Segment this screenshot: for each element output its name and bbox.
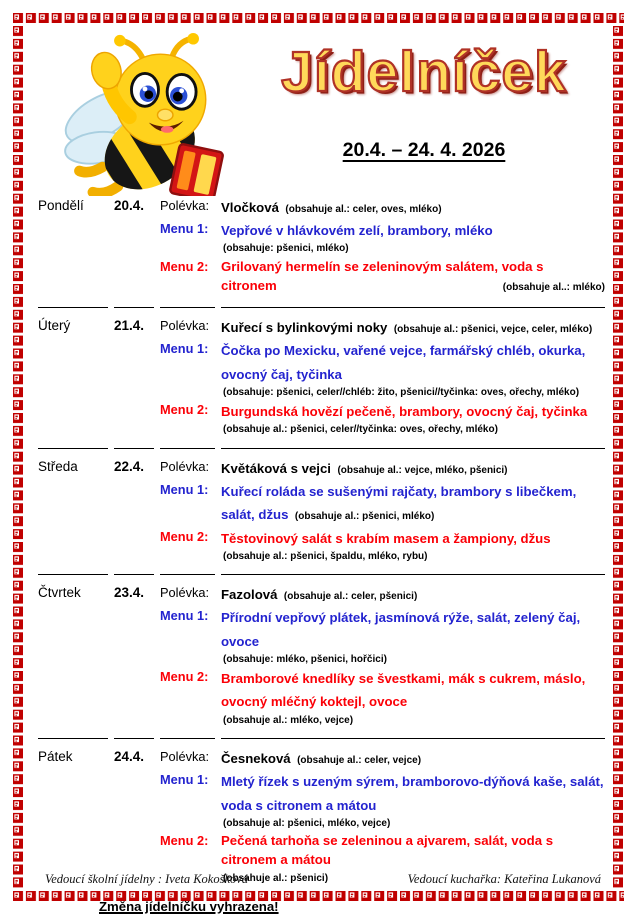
soup-allergens: (obsahuje al.: vejce, mléko, pšenici) <box>337 464 508 476</box>
soup-item <box>160 457 605 480</box>
soup-dish: Fazolová <box>221 587 278 603</box>
menu2-item <box>160 667 605 728</box>
day-date: 23.4. <box>114 585 145 601</box>
soup-label: Polévka: <box>160 198 210 213</box>
menu2-item <box>160 527 605 565</box>
menu1-label: Menu 1: <box>160 341 209 357</box>
soup-dish: Kuřecí s bylinkovými noky <box>221 320 388 336</box>
menu2-label: Menu 2: <box>160 528 209 544</box>
menu1-item <box>160 219 605 257</box>
menu1-dish: Mletý řízek s uzeným sýrem, bramborovo-dýňová kaše, salát, voda s citronem a mátou <box>221 774 604 813</box>
menu2-allergens: (obsahuje al.: mléko, vejce) <box>223 714 354 726</box>
menu1-allergens: (obsahuje: mléko, pšenici, hořčici) <box>223 653 387 665</box>
menu2-allergens: (obsahuje al..: mléko) <box>502 281 605 293</box>
day-row-tuesday <box>38 307 605 448</box>
menu1-dish: Vepřové v hlávkovém zelí, brambory, mléko <box>221 223 493 239</box>
soup-label: Polévka: <box>160 749 210 765</box>
soup-item <box>160 583 605 606</box>
day-date: 24.4. <box>114 749 145 765</box>
menu1-allergens: (obsahuje al: pšenici, mléko, vejce) <box>223 817 391 829</box>
menu1-label: Menu 1: <box>160 482 209 498</box>
menu2-item <box>160 257 605 297</box>
soup-allergens: (obsahuje al.: celer, oves, mléko) <box>285 204 442 215</box>
bee-mascot-icon <box>50 32 238 196</box>
menu1-dish: Čočka po Mexicku, vařené vejce, farmářský chléb, okurka, ovocný čaj, tyčinka <box>221 343 586 382</box>
weekly-menu-table <box>38 187 605 914</box>
menu2-label: Menu 2: <box>160 833 209 849</box>
day-row-monday <box>38 187 605 307</box>
menu2-dish: Grilovaný hermelín se zeleninovým salátem, voda s citronem <box>221 258 544 294</box>
menu2-allergens: (obsahuje al.: pšenici, celer//tyčinka: oves, ořechy, mléko) <box>223 424 498 436</box>
menu2-dish: Těstovinový salát s krabím masem a žampiony, džus <box>221 530 551 546</box>
menu1-label: Menu 1: <box>160 772 209 788</box>
menu2-dish: Pečená tarhoňa se zeleninou a ajvarem, salát, voda s citronem a mátou <box>221 833 554 868</box>
soup-label: Polévka: <box>160 318 210 334</box>
soup-allergens: (obsahuje al.: celer, pšenici) <box>283 591 418 603</box>
day-row-thursday <box>38 574 605 738</box>
soup-dish: Vločková <box>221 200 279 215</box>
menu2-label: Menu 2: <box>160 258 209 274</box>
day-name: Čtvrtek <box>38 585 81 601</box>
week-date-range: 20.4. – 24. 4. 2026 <box>342 139 506 161</box>
soup-allergens: (obsahuje al.: pšenici, vejce, celer, mléko) <box>393 324 593 336</box>
menu1-item <box>160 480 605 526</box>
menu1-item <box>160 770 605 831</box>
border-tiles-top <box>13 13 624 24</box>
soup-item <box>160 747 605 770</box>
menu2-dish: Burgundská hovězí pečeně, brambory, ovocný čaj, tyčinka <box>221 404 588 420</box>
day-date: 21.4. <box>114 318 145 334</box>
soup-label: Polévka: <box>160 458 210 474</box>
soup-label: Polévka: <box>160 585 210 601</box>
day-name: Úterý <box>38 318 71 334</box>
day-date: 20.4. <box>114 198 145 213</box>
menu1-label: Menu 1: <box>160 221 209 237</box>
soup-item <box>160 316 605 339</box>
menu2-label: Menu 2: <box>160 402 209 418</box>
menu1-allergens: (obsahuje: pšenici, mléko) <box>223 243 349 255</box>
soup-allergens: (obsahuje al.: celer, vejce) <box>297 755 422 767</box>
border-tiles-left <box>13 26 24 888</box>
menu1-label: Menu 1: <box>160 608 209 624</box>
footer-head-cook: Vedoucí kuchařka: Kateřina Lukanová <box>407 872 601 886</box>
menu2-dish: Bramborové knedlíky se švestkami, mák s cukrem, máslo, ovocný mléčný koktejl, ovoce <box>221 671 586 710</box>
menu1-allergens: (obsahuje: pšenici, celer//chléb: žito, pšenici//tyčinka: oves, ořechy, mléko) <box>223 386 580 398</box>
border-tiles-right <box>613 26 624 888</box>
menu1-dish: Kuřecí roláda se sušenými rajčaty, brambory s libečkem, salát, džus <box>221 484 577 523</box>
menu1-allergens: (obsahuje al.: pšenici, mléko) <box>294 511 435 523</box>
day-date: 22.4. <box>114 458 145 474</box>
soup-dish: Česneková <box>221 751 291 767</box>
menu2-allergens: (obsahuje al.: pšenici, špaldu, mléko, rybu) <box>223 550 428 562</box>
page-title: Jídelníček <box>281 40 567 104</box>
day-name: Pondělí <box>38 198 84 213</box>
day-row-wednesday <box>38 448 605 574</box>
menu2-item <box>160 400 605 438</box>
menu2-label: Menu 2: <box>160 669 209 685</box>
menu-change-notice: Změna jídelníčku vyhrazena! <box>99 899 279 915</box>
footer-canteen-manager: Vedoucí školní jídelny : Iveta Kokošková <box>45 872 249 886</box>
footer <box>45 872 601 887</box>
soup-dish: Květáková s vejci <box>221 460 331 476</box>
menu1-dish: Přírodní vepřový plátek, jasmínová rýže, salát, zelený čaj, ovoce <box>221 610 581 649</box>
menu2-allergens: (obsahuje al.: pšenici) <box>223 872 329 884</box>
menu1-item <box>160 339 605 400</box>
day-name: Pátek <box>38 749 73 765</box>
menu1-item <box>160 606 605 667</box>
day-name: Středa <box>38 458 78 474</box>
soup-item <box>160 196 605 219</box>
